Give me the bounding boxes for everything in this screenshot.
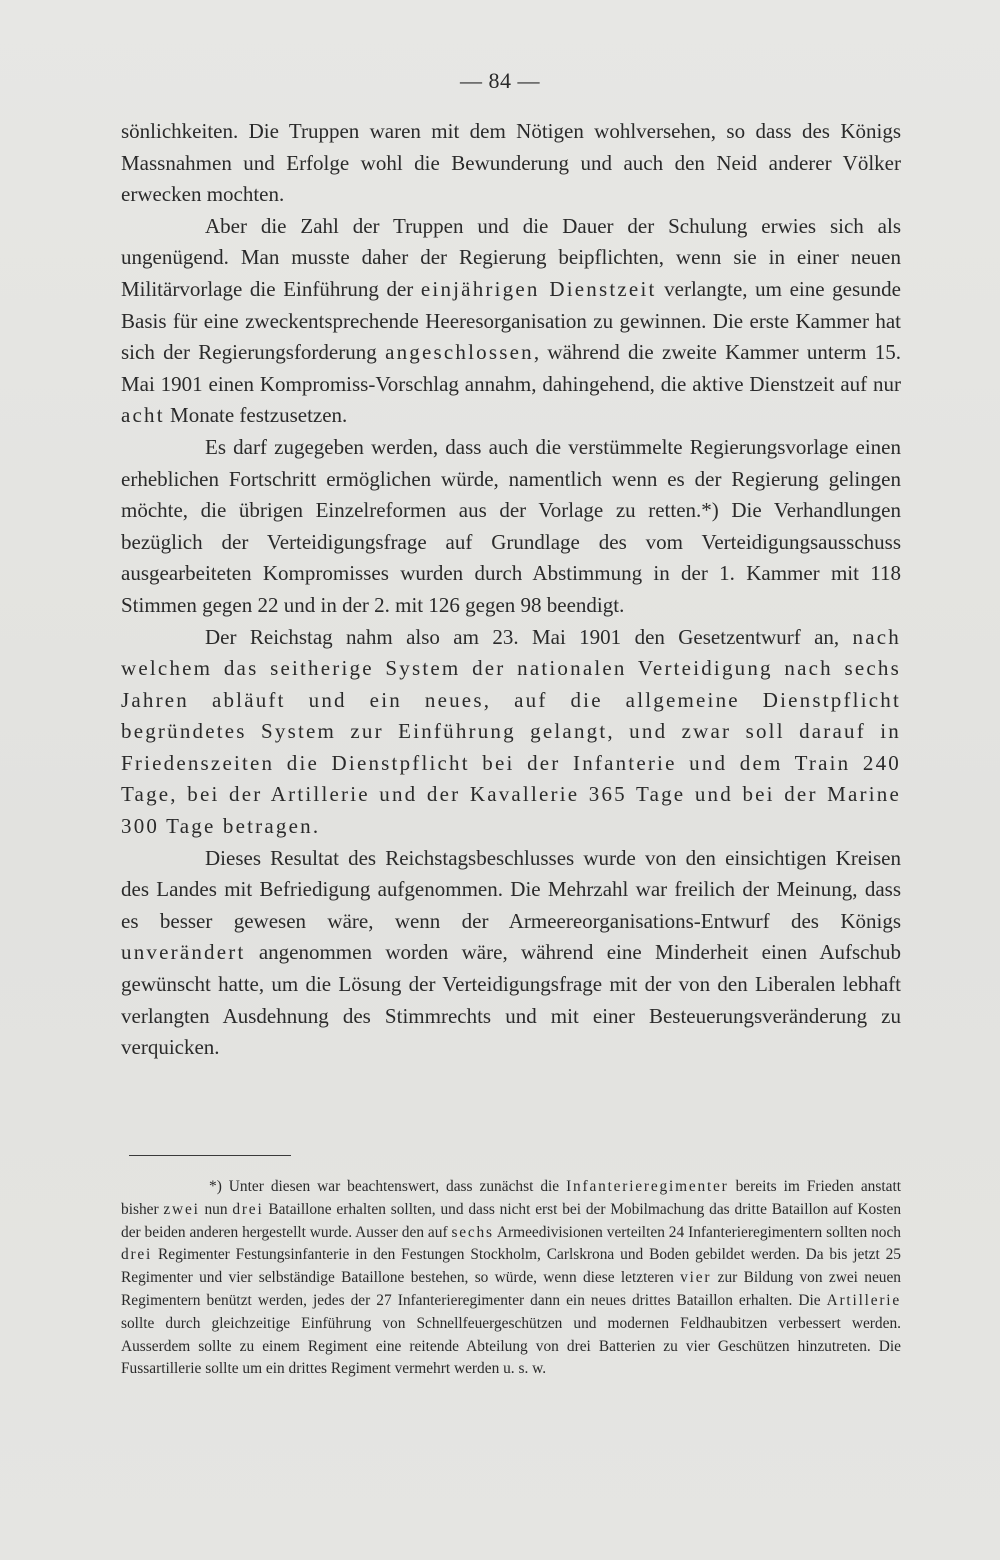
footnote xyxy=(121,1176,901,1381)
text-segment: Dieses Resultat des Reichstagsbeschlusses wurde von den einsichtigen Kreisen des Landes mit Befriedigung aufgenommen. Die Mehrzahl war freilich der Meinung, dass es besser gewesen wäre, wenn der Armeereorganisations-Entwurf des Königs xyxy=(121,845,901,933)
emphasized-text: zwei xyxy=(163,1200,200,1218)
text-segment: Regimenter Festungsinfanterie in den Festungen Stockholm, Carlskrona und Boden gebildet werden. Da bis jetzt 25 Regimenter und vier selbständige Bataillone bestehen, so würde, wenn diese letzteren xyxy=(121,1246,901,1287)
paragraph xyxy=(121,432,901,622)
emphasized-text: acht xyxy=(121,403,165,428)
main-text xyxy=(121,116,901,1064)
emphasized-text: drei xyxy=(232,1200,264,1218)
text-segment: Es darf zugegeben werden, dass auch die verstümmelte Regierungsvorlage einen erheblichen Fortschritt ermöglichen würde, namentlich wenn es der Regierung gelingen möchte, die übrigen Einzelreformen aus der Vorlage zu retten.*) Die Verhandlungen bezüglich der Verteidigungsfrage auf Grundlage des vom Verteidigungsausschuss ausgearbeiteten Kompromisses wurden durch Abstimmung in der 1. Kammer mit 118 Stimmen gegen 22 und in der 2. mit 126 gegen 98 beendigt. xyxy=(121,434,901,617)
paragraph xyxy=(121,211,901,432)
emphasized-text: angeschlossen xyxy=(385,340,534,365)
emphasized-text: drei xyxy=(121,1246,153,1264)
text-segment: angenommen worden wäre, während eine Minderheit einen Aufschub gewünscht hatte, um die Lösung der Verteidigungsfrage mit der von den Liberalen lebhaft verlangten Ausdehnung des Stimmrechts und mit einer Besteuerungsveränderung zu verquicken. xyxy=(121,940,901,1060)
emphasized-text: vier xyxy=(680,1269,712,1287)
text-segment: Armeedivisionen verteilten 24 Infanterieregimentern sollten noch xyxy=(493,1223,901,1241)
text-segment: Aber die Zahl der Truppen und die Dauer der Schulung erwies sich als ungenügend. Man musste daher der Regierung beipflichten, wenn sie in einer neuen Militärvorlage die Einführung der xyxy=(121,213,901,301)
emphasized-text: sechs xyxy=(451,1223,494,1241)
emphasized-text: Infanterieregimenter xyxy=(566,1178,729,1195)
text-segment: verlangte, um eine gesunde Basis für eine zweckentsprechende Heeresorganisation zu gewinnen. Die erste Kammer hat sich der Regierungsforderung xyxy=(121,276,901,365)
paragraph xyxy=(121,116,901,211)
text-segment: Der Reichstag nahm also am 23. Mai 1901 den Gesetzentwurf an, xyxy=(205,624,853,649)
text-segment: bereits im Frieden anstatt bisher xyxy=(121,1178,901,1218)
emphasized-text: einjährigen Dienstzeit xyxy=(420,276,657,301)
paragraph xyxy=(121,622,901,843)
text-segment: sollte durch gleichzeitige Einführung von Schnellfeuergeschützen und modernen Feldhaubitzen verbessert werden. Ausserdem sollte zu einem Regiment eine reitende Abteilung von drei Batterien zu vier Geschützen hinzutreten. Die Fussartillerie sollte um ein drittes Regiment vermehrt werden u. s. w. xyxy=(121,1314,901,1378)
footnote-divider xyxy=(129,1155,291,1156)
text-segment: Bataillone erhalten sollten, und dass nicht erst bei der Mobilmachung das dritte Bataillon auf Kosten der beiden anderen hergestellt wurde. Ausser den auf xyxy=(121,1200,902,1241)
paragraph xyxy=(121,843,901,1064)
text-segment: Monate festzusetzen. xyxy=(164,403,348,428)
text-segment: nun xyxy=(199,1200,233,1218)
text-segment: *) Unter diesen war beachtenswert, dass zunächst die xyxy=(209,1178,567,1195)
text-segment: , während die zweite Kammer unterm 15. Mai 1901 einen Kompromiss-Vorschlag annahm, dahingehend, die aktive Dienstzeit auf nur xyxy=(121,340,901,396)
emphasized-text: nach welchem das seitherige System der nationalen Verteidigung nach sechs Jahren abläuft und ein neues, auf die allgemeine Dienstpflicht begründetes System zur Einführung gelangt, und zwar soll darauf in Friedenszeiten die Dienstpflicht bei der Infanterie und dem Train 240 Tage, bei der Artillerie und der Kavallerie 365 Tage und bei der Marine 300 Tage betragen. xyxy=(121,624,901,839)
text-segment: zur Bildung von zwei neuen Regimentern benützt werden, jedes der 27 Infanterieregimenter dann ein neues drittes Bataillon erhalten. Die xyxy=(121,1269,901,1309)
emphasized-text: Artillerie xyxy=(826,1291,901,1309)
page-number: — 84 — xyxy=(460,68,540,93)
emphasized-text: unverändert xyxy=(121,940,246,965)
text-segment: sönlichkeiten. Die Truppen waren mit dem Nötigen wohlversehen, so dass des Königs Massnahmen und Erfolge wohl die Bewunderung und auch den Neid anderer Völker erwecken mochten. xyxy=(121,119,901,207)
